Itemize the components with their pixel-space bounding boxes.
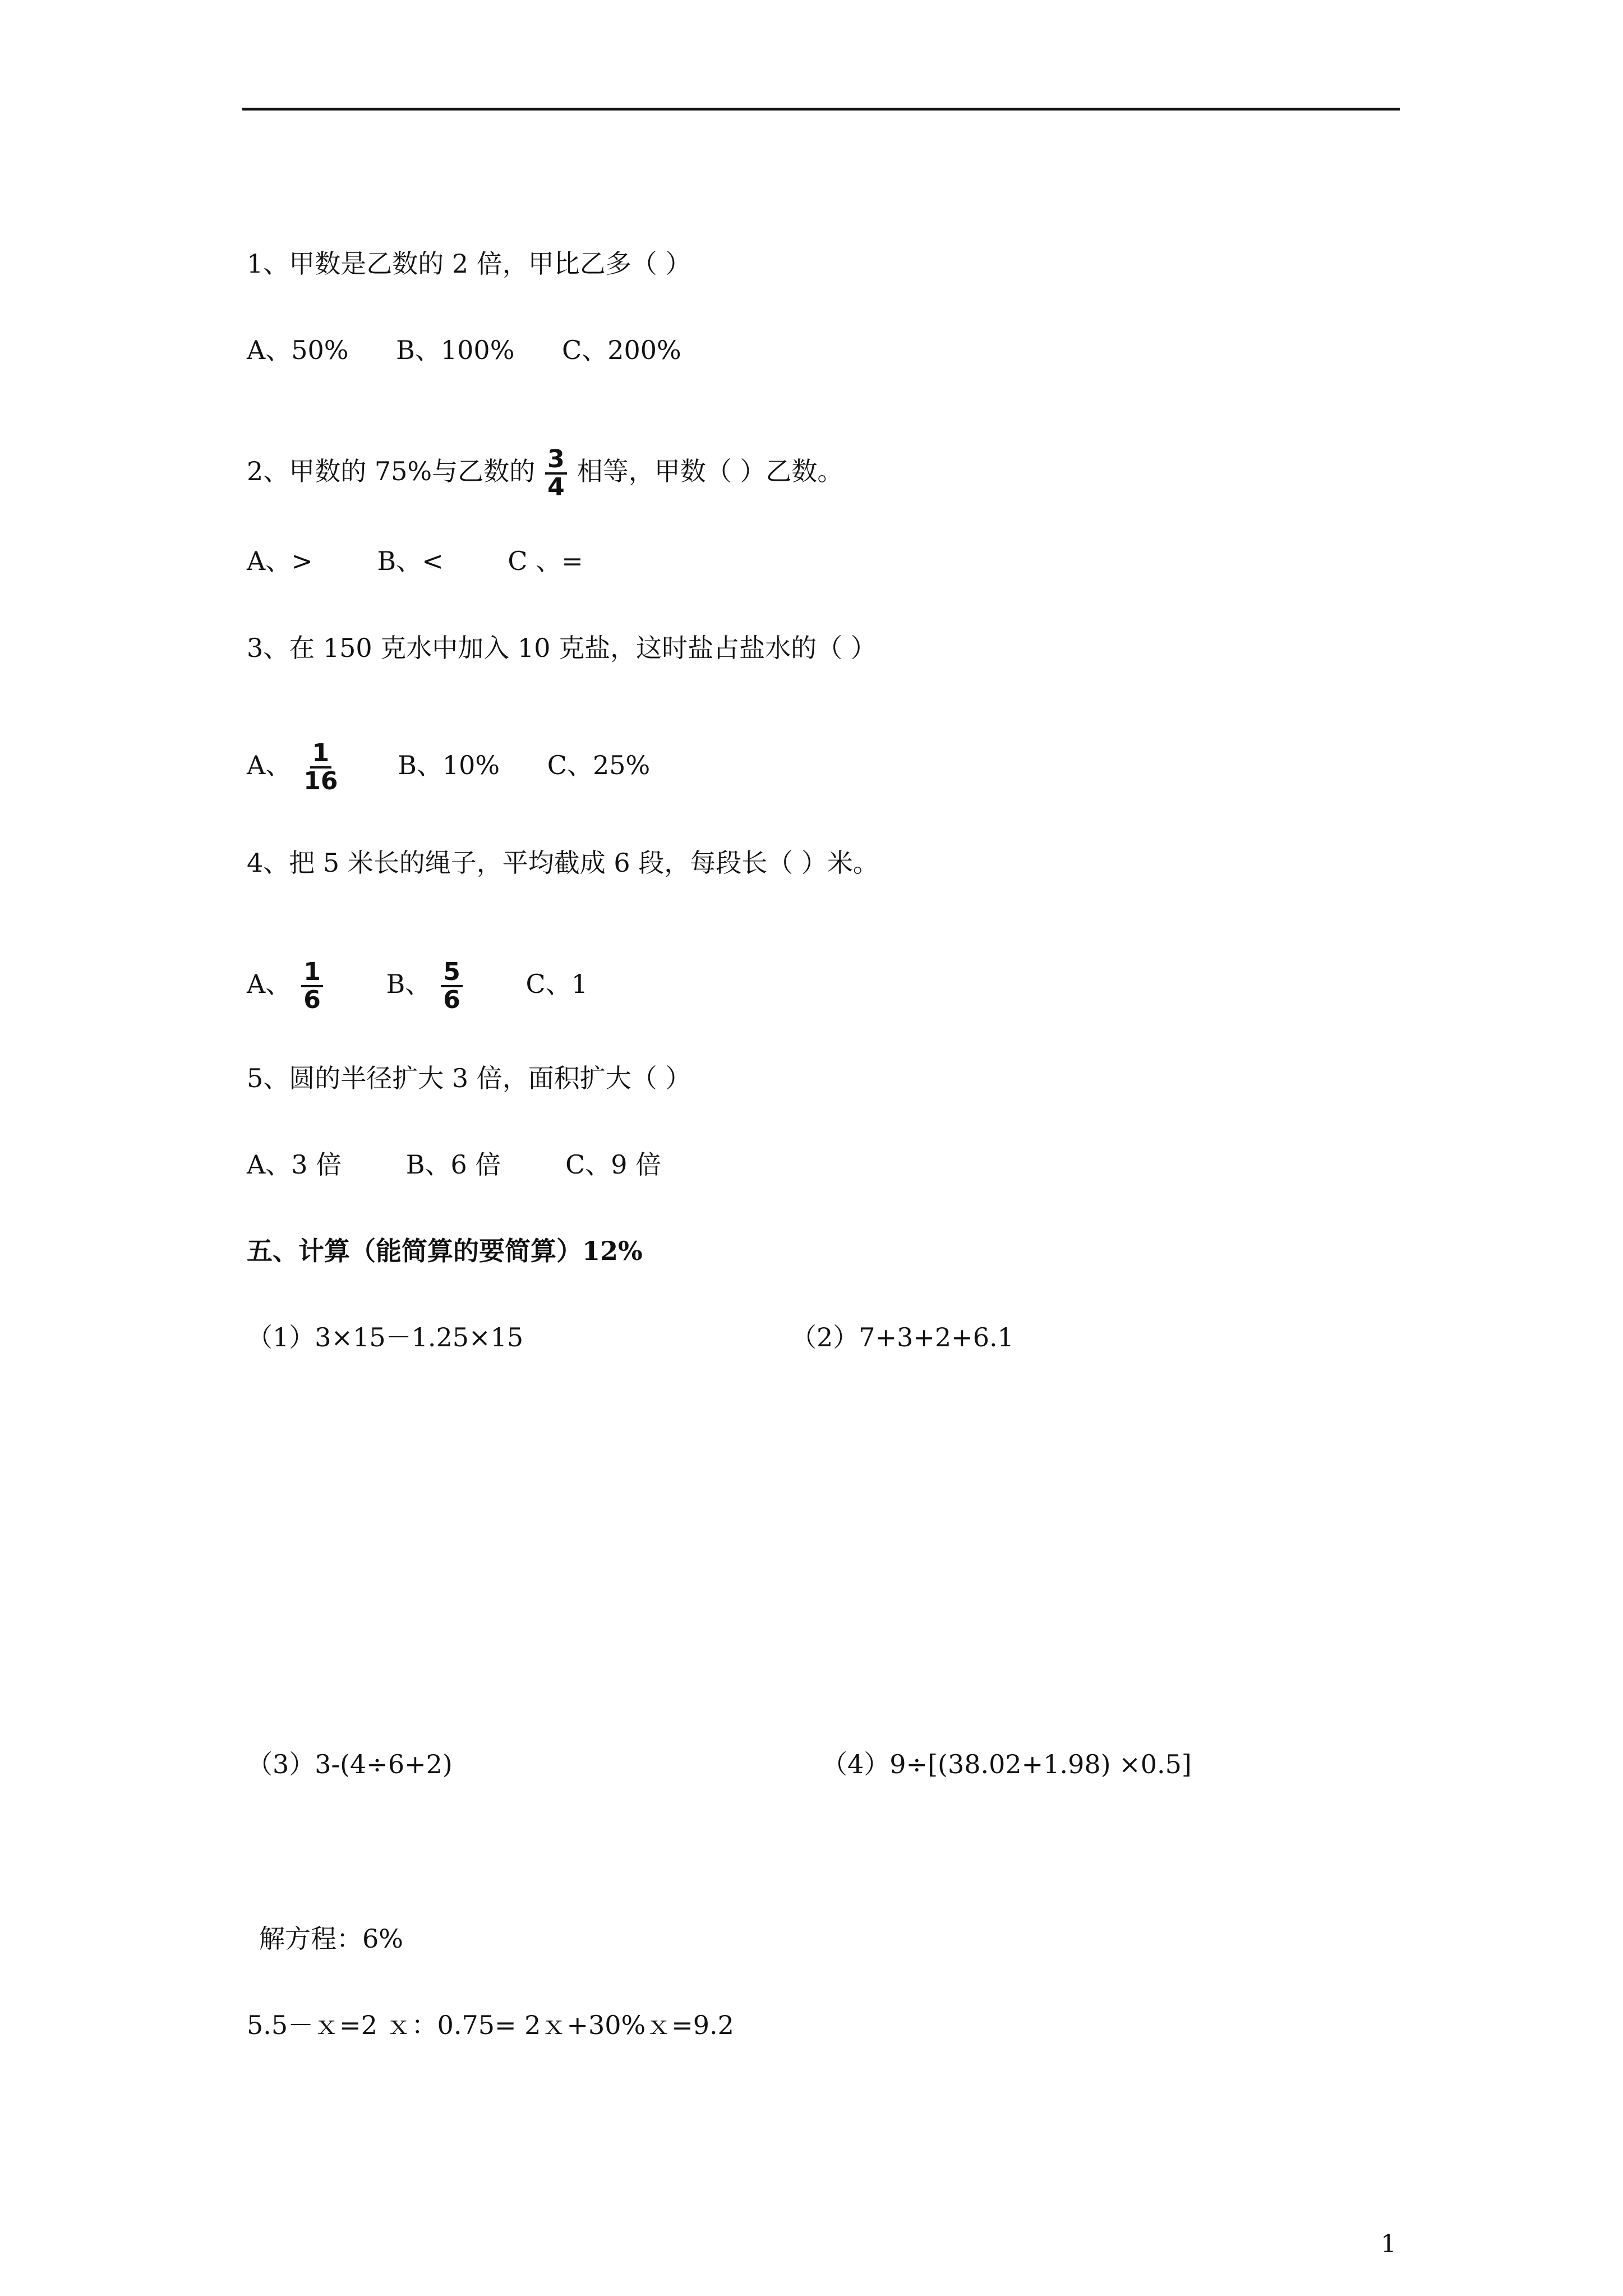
equations-title: 解方程：6% xyxy=(259,1924,403,1954)
question-4: 4、把 5 米长的绳子，平均截成 6 段，每段长（ ）米。 xyxy=(247,848,879,878)
question-2-post: 相等，甲数（ ）乙数。 xyxy=(577,456,843,486)
problem-1: （1）3×15－1.25×15 xyxy=(247,1322,524,1352)
fraction-numerator: 3 xyxy=(545,447,567,475)
option-a-label: A、 xyxy=(247,969,292,999)
problem-4: （4）9÷[(38.02+1.98) ×0.5] xyxy=(822,1749,1192,1779)
option-a: A、> xyxy=(247,546,313,576)
question-2 xyxy=(247,447,843,500)
fraction-denominator: 4 xyxy=(547,473,565,501)
fraction xyxy=(301,740,340,794)
fraction xyxy=(301,959,323,1013)
page-number: 1 xyxy=(1381,2230,1396,2258)
option-a xyxy=(247,959,333,1013)
question-1-options xyxy=(247,333,721,367)
fraction-numerator: 1 xyxy=(310,740,332,769)
question-2-options xyxy=(247,544,623,578)
option-b xyxy=(386,959,472,1013)
fraction-denominator: 16 xyxy=(303,767,338,795)
option-a: A、50% xyxy=(247,335,349,365)
fraction xyxy=(441,959,463,1013)
fraction-denominator: 6 xyxy=(443,986,460,1014)
option-c: C、200% xyxy=(562,335,681,365)
fraction-numerator: 1 xyxy=(301,959,323,987)
section-title: 五、计算（能简算的要简算）12% xyxy=(247,1236,643,1266)
equations-line: 5.5－ｘ=2 ｘ：0.75= 2ｘ+30%ｘ=9.2 xyxy=(247,2010,734,2040)
question-3: 3、在 150 克水中加入 10 克盐，这时盐占盐水的（ ） xyxy=(247,633,877,663)
option-c: C、1 xyxy=(525,969,588,999)
option-a-label: A、 xyxy=(247,750,292,780)
problem-3: （3）3-(4÷6+2) xyxy=(247,1749,453,1779)
problem-2: （2）7+3+2+6.1 xyxy=(791,1322,1014,1352)
option-c: C、9 倍 xyxy=(565,1149,662,1180)
option-b: B、< xyxy=(377,546,444,576)
question-4-options xyxy=(247,959,627,1013)
option-c: C 、= xyxy=(508,546,583,576)
header-rule xyxy=(242,108,1400,111)
fraction xyxy=(545,447,567,500)
question-5-options xyxy=(247,1148,700,1181)
option-b-label: B、 xyxy=(386,969,431,999)
option-b: B、100% xyxy=(396,335,515,365)
question-5: 5、圆的半径扩大 3 倍，面积扩大（ ） xyxy=(247,1063,691,1093)
question-1: 1、甲数是乙数的 2 倍，甲比乙多（ ） xyxy=(247,249,691,279)
question-2-pre: 2、甲数的 75%与乙数的 xyxy=(247,456,536,486)
question-3-options xyxy=(247,740,689,794)
fraction-denominator: 6 xyxy=(303,986,321,1014)
fraction-numerator: 5 xyxy=(441,959,463,987)
option-a: A、3 倍 xyxy=(247,1149,342,1180)
option-b: B、10% xyxy=(398,750,500,780)
option-a xyxy=(247,740,350,794)
option-b: B、6 倍 xyxy=(405,1149,501,1180)
option-c: C、25% xyxy=(547,750,651,780)
